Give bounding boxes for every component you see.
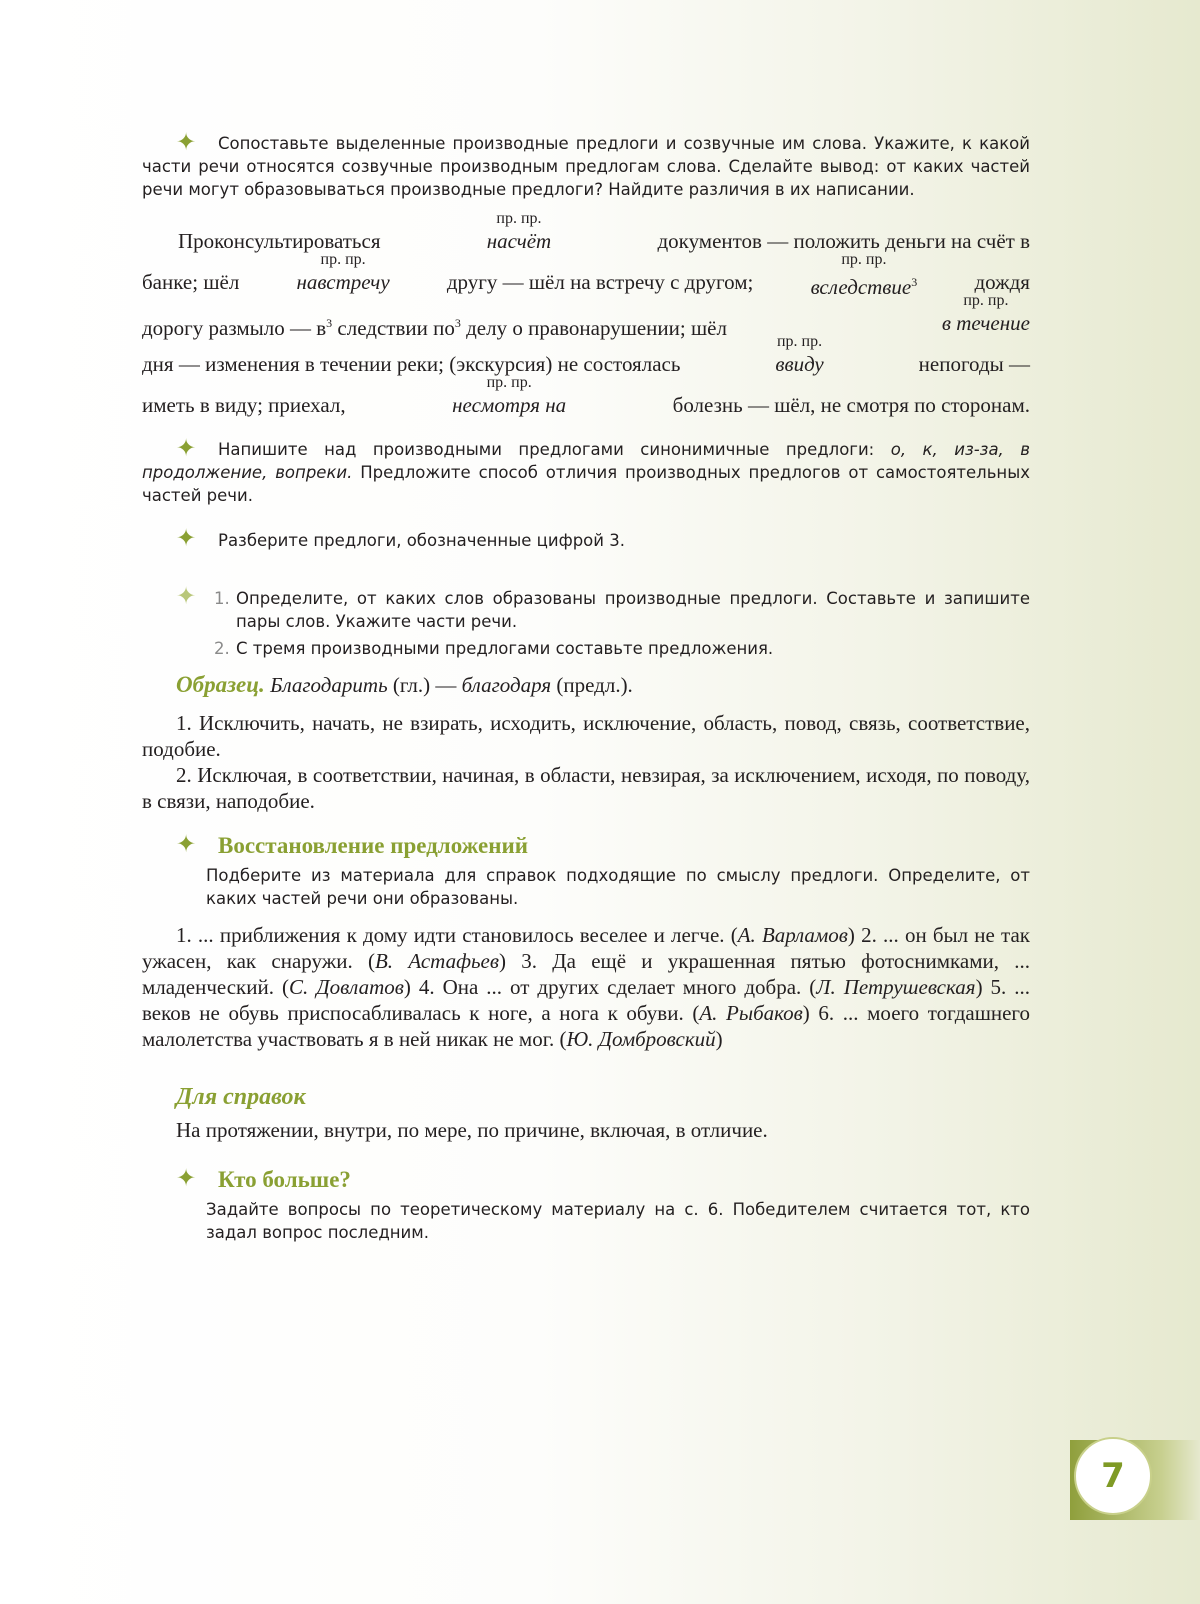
sentence: 4. Она ... от других сделает много добра. (Л. Петрушевская) xyxy=(410,975,983,999)
star-bullet-icon: ✦ xyxy=(176,582,197,610)
sentence: 1. ... приближения к дому идти становилось веселее и легче. (А. Варламов) xyxy=(176,923,855,947)
star-bullet-icon: ✦ xyxy=(176,524,197,552)
annotation: пр. пр. xyxy=(963,292,1009,309)
reference-text: На протяжении, внутри, по мере, по причине, включая, в отличие. xyxy=(176,1118,768,1142)
annotation: пр. пр. xyxy=(496,210,542,227)
section-title: Кто больше? xyxy=(218,1167,351,1192)
text: иметь в виду; приехал, xyxy=(142,393,346,417)
derived-preposition: пр. пр. насчёт xyxy=(487,228,551,269)
sentence: 3. Да ещё и украшенная пятью фотоснимками, ... младенческий. (С. Довлатов) xyxy=(142,949,1030,999)
task-4: 1. Определите, от каких слов образованы производные предлоги. Составьте и запишите пары слов. Укажите части речи. 2. С тремя производными предлогами составьте предложения. xyxy=(214,589,1030,658)
reference-title: Для справок xyxy=(176,1084,306,1110)
text: дня — изменения в течении реки; (экскурсия) не состоялась xyxy=(142,352,681,376)
derived-preposition: пр. пр. несмотря на xyxy=(452,392,566,433)
sentences xyxy=(142,922,1030,1052)
text: дорогу размыло — $в^3$ следствии $по^3$ делу о правонарушении; шёл xyxy=(142,316,727,340)
text: другу — шёл на встречу с другом; xyxy=(446,270,754,294)
derived-preposition: пр. пр. вследствие$^3$ xyxy=(811,269,918,310)
sentence: 2. ... он был не так ужасен, как снаружи. (В. Астафьев) xyxy=(142,923,1030,973)
annotation: пр. пр. xyxy=(486,374,532,391)
text: документов — положить деньги на счёт в xyxy=(657,229,1030,253)
task-1: Сопоставьте выделенные производные предлоги и созвучные им слова. Укажите, к какой части речи относятся созвучные производным предлогам слова. Сделайте вывод: от каких частей речи могут образовываться производные предлоги? Найдите различия в их написании. xyxy=(142,134,1030,199)
task-3: Разберите предлоги, обозначенные цифрой 3. xyxy=(218,531,625,550)
sample: Образец. Благодарить (гл.) — благодаря (предл.). xyxy=(176,672,633,697)
star-bullet-icon: ✦ xyxy=(176,434,197,462)
derived-preposition: пр. пр. ввиду xyxy=(775,351,823,392)
text: банке; шёл xyxy=(142,270,240,294)
sentence: 6. ... моего тогдашнего малолетства участвовать я в ней никак не мог. (Ю. Домбровский) xyxy=(142,1001,1031,1051)
word-list-2: 2. Исключая, в соответствии, начиная, в области, невзирая, за исключением, исходя, по поводу, в связи, наподобие. xyxy=(142,763,1030,813)
annotation: пр. пр. xyxy=(776,333,823,350)
derived-preposition: пр. пр. в течение xyxy=(942,310,1030,351)
sentence: 5. ... веков не обувь приспосабливалась к ноге, а нога к обуви. (А. Рыбаков) xyxy=(142,975,1031,1025)
text: Проконсультироваться xyxy=(178,229,381,253)
section-instructions: Задайте вопросы по теоретическому материалу на с. 6. Победителем считается тот, кто задал вопрос последним. xyxy=(206,1200,1030,1242)
section-title: Восстановление предложений xyxy=(218,833,528,858)
section-instructions: Подберите из материала для справок подходящие по смыслу предлоги. Определите, от каких частей речи они образованы. xyxy=(206,866,1030,908)
task-2: Напишите над производными предлогами синонимичные предлоги: о, к, из-за, в продолжение, вопреки. Предложите способ отличия производных предлогов от самостоятельных частей речи. xyxy=(142,440,1031,505)
star-bullet-icon: ✦ xyxy=(176,128,197,156)
word-list-1: 1. Исключить, начать, не взирать, исходить, исключение, область, повод, связь, соответствие, подобие. xyxy=(142,711,1030,761)
annotation: пр. пр. xyxy=(841,251,887,268)
example-text xyxy=(142,210,1030,433)
text: дождя xyxy=(974,270,1030,294)
annotation: пр. пр. xyxy=(320,251,366,268)
derived-preposition: пр. пр. навстречу xyxy=(297,269,390,310)
page-number: 7 xyxy=(1074,1437,1152,1515)
star-bullet-icon: ✦ xyxy=(176,830,197,858)
text: непогоды — xyxy=(918,352,1030,376)
star-bullet-icon: ✦ xyxy=(176,1164,197,1192)
text: болезнь — шёл, не смотря по сторонам. xyxy=(672,393,1030,417)
